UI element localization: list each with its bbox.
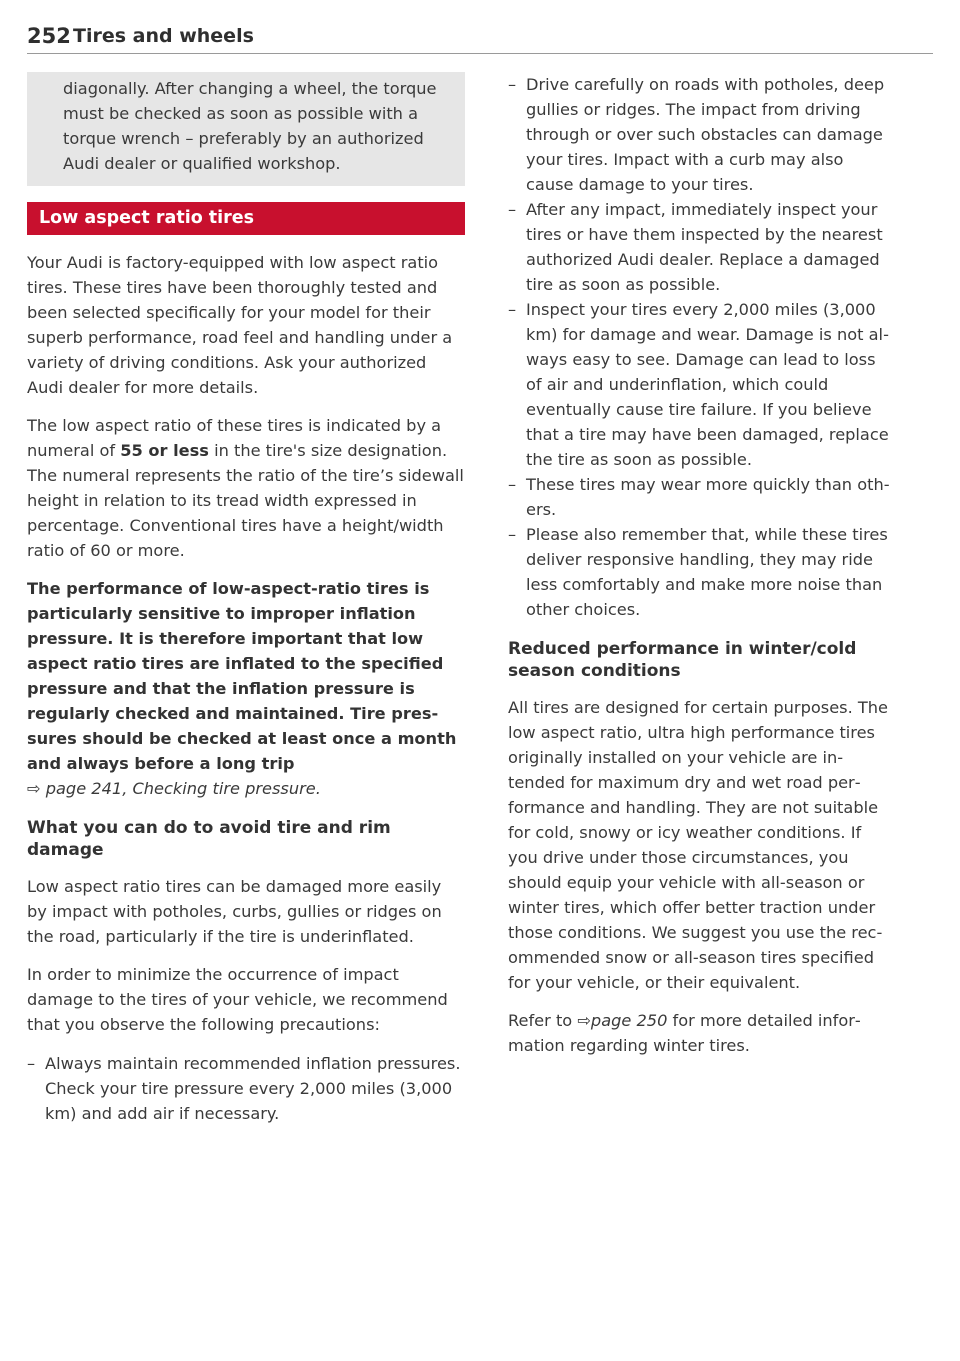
aspect-ratio-text-after: in the tire's size designation. The numeral represents the ratio of the tire’s sidewall height in relation to its tread width expressed in percentage. Conventional tires have a height/width ratio of 60 or more.: [27, 441, 464, 560]
winter-paragraph: All tires are designed for certain purposes. The low aspect ratio, ultra high performance tires originally installed on your vehicle are intended for maximum dry and wet road performance and handling. They are not suitable for cold, snowy or icy weather conditions. If you drive under those circumstances, you should equip your vehicle with all-season or winter tires, which offer better traction under those conditions. We suggest you use the recommended snow or all-season tires specified for your vehicle, or their equivalent.: [508, 698, 888, 992]
list-item: – Drive carefully on roads with potholes, deep gullies or ridges. The impact from driving through or over such obstacles can damage your tires. Impact with a curb may also cause damage to your tires.: [508, 72, 890, 197]
page-header: [27, 24, 933, 54]
subheading-avoid-damage: What you can do to avoid tire and rim damage: [27, 818, 391, 860]
damage-paragraph: Low aspect ratio tires can be damaged more easily by impact with potholes, curbs, gullies or ridges on the road, particularly if the tire is underinflated.: [27, 877, 442, 946]
winter-ref-paragraph: [508, 1008, 890, 1058]
precautions-list-right: [508, 72, 890, 622]
pressure-warning-paragraph: [27, 576, 465, 801]
pressure-warning-bold: The performance of low-aspect-ratio tires is particularly sensitive to improper inflation pressure. It is therefore important that low aspect ratio tires are inflated to the specified pressure and that the inflation pressure is regularly checked and maintained. Tire pressures should be checked at least once a month and always before a long trip: [27, 579, 457, 773]
aspect-ratio-paragraph: [27, 413, 465, 563]
list-item: – After any impact, immediately inspect your tires or have them inspected by the nearest authorized Audi dealer. Replace a damaged tire as soon as possible.: [508, 197, 890, 297]
note-text: diagonally. After changing a wheel, the torque must be checked as soon as possible with a torque wrench – preferably by an authorized Audi dealer or qualified workshop.: [63, 79, 437, 173]
aspect-ratio-bold-value: 55 or less: [120, 441, 209, 460]
page-ref-winter-tires[interactable]: page 250: [590, 1011, 668, 1030]
page-ref-checking-tire-pressure[interactable]: page 241, Checking tire pressure.: [45, 779, 321, 798]
left-column: [27, 72, 465, 1126]
list-item: – Inspect your tires every 2,000 miles (3,000 km) for damage and wear. Damage is not always easy to see. Damage can lead to loss of air and underinflation, which could eventually cause tire failure. If you believe that a tire may have been damaged, replace the tire as soon as possible.: [508, 297, 890, 472]
winter-ref-text-after: for more detailed information regarding winter tires.: [508, 1011, 861, 1055]
aspect-ratio-text-before: The low aspect ratio of these tires is indicated by a numeral of: [27, 416, 442, 460]
chapter-title: Tires and wheels: [73, 25, 254, 47]
right-column: [508, 72, 890, 1058]
subheading-winter-conditions: Reduced performance in winter/cold season conditions: [508, 639, 857, 681]
page-ref-arrow-icon: ⇨: [577, 1011, 591, 1030]
page-number: 252: [27, 24, 71, 48]
precautions-paragraph: In order to minimize the occurrence of impact damage to the tires of your vehicle, we recommend that you observe the following precautions:: [27, 965, 448, 1034]
page-ref-arrow-icon: ⇨: [27, 779, 41, 798]
intro-paragraph: Your Audi is factory-equipped with low aspect ratio tires. These tires have been thoroughly tested and been selected specifically for your model for their superb performance, road feel and handling under a variety of driving conditions. Ask your authorized Audi dealer for more details.: [27, 253, 453, 397]
section-title-bar: Low aspect ratio tires: [27, 202, 465, 235]
note-box: [27, 72, 465, 186]
list-item: – These tires may wear more quickly than others.: [508, 472, 890, 522]
list-item: – Always maintain recommended inflation pressures. Check your tire pressure every 2,000 miles (3,000 km) and add air if necessary.: [27, 1051, 465, 1126]
list-item: – Please also remember that, while these tires deliver responsive handling, they may ride less comfortably and make more noise than other choices.: [508, 522, 890, 622]
precautions-list-left: [27, 1051, 465, 1126]
winter-ref-text-before: Refer to: [508, 1011, 578, 1030]
